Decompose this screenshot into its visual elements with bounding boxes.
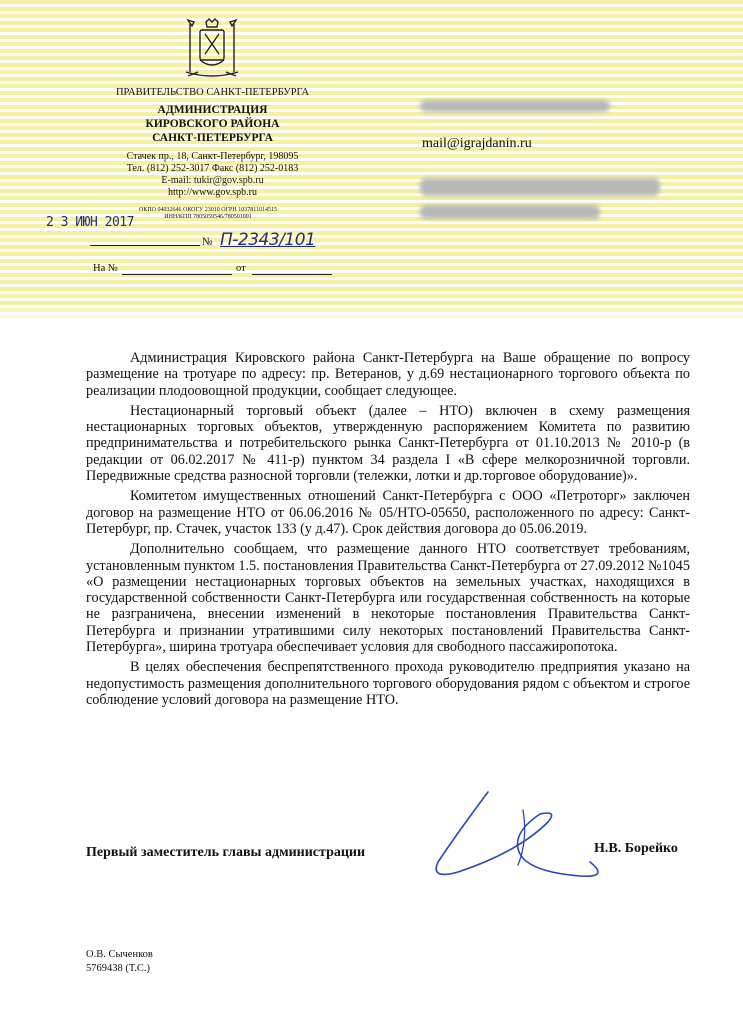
executor-name: О.В. Сыченков [86,949,153,960]
body-paragraph: Администрация Кировского района Санкт-Петербурга на Ваше обращение по вопросу размещение на тротуаре по адресу: пр. Ветеранов, у д.69 нестационарного торгового объекта по реализации плодоовощной продукции, сообщает следующее. [86,350,690,399]
executor-phone: 5769438 (Т.С.) [86,963,150,974]
reference-from-label: от [236,263,246,274]
reference-date-line [252,274,332,275]
body-paragraph: В целях обеспечения беспрепятственного прохода руководителю предприятия указано на недопустимость размещения дополнительного торгового оборудования рядом с объектом и строгое соблюдение условий договора на размещение НТО. [86,659,690,708]
signatory-name: Н.В. Борейко [594,841,678,856]
executor-info [86,948,153,976]
recipient-email: mail@igrajdanin.ru [422,136,532,151]
reg-number-handwritten: П-2343/101 [220,230,316,250]
reference-number-line [122,274,232,275]
date-underline [90,245,200,246]
administration-name [90,103,335,145]
administration-line: САНКТ-ПЕТЕРБУРГА [152,132,273,144]
body-paragraph: Дополнительно сообщаем, что размещение данного НТО соответствует требованиям, установленным пунктом 1.5. постановления Правительства Санкт-Петербурга от 27.09.2012 №1045 «О размещении нестационарных торговых объектов на земельных участках, находящихся в государственной собственности Санкт-Петербурга или государственная собственность на которые не разграничена, внесении изменений в некоторые постановления Правительства Санкт-Петербурга и признании утратившими силу некоторых постановлений Правительства Санкт-Петербурга», ширина тротуара обеспечивает условия для свободного пассажиропотока. [86,541,690,656]
codes-line: ИНН/КПП 7805059546/780501001 [164,214,252,220]
phone-fax-line: Тел. (812) 252-3017 Факс (812) 252-0183 [126,163,299,174]
administration-line: КИРОВСКОГО РАЙОНА [145,118,280,130]
date-stamp: 2 3 ИЮН 2017 [46,215,134,230]
signatory-title: Первый заместитель главы администрации [86,845,366,860]
redacted-recipient-address [420,205,600,219]
handwritten-signature [428,780,648,900]
redacted-recipient-name [420,100,610,112]
letterhead-address [90,151,335,199]
body-paragraph: Нестационарный торговый объект (далее – НТО) включен в схему размещения нестационарных торговых объектов, утвержденную распоряжением Комитета по развитию предпринимательства и потребительского рынка Санкт-Петербурга от 01.10.2013 № 2010-р (в редакции от 06.02.2017 № 411-р) пунктом 34 раздела I «В сфере мелкорозничной торговли. Передвижные средства разносной торговли (тележки, лотки и др.торговое оборудование)». [86,402,690,485]
reg-number-label: № [202,236,213,248]
website-line: http://www.gov.spb.ru [168,187,257,198]
codes-line: ОКПО 04032646 ОКОГУ 23010 ОГРН 1037811014515 [139,207,277,213]
address-line: Стачек пр., 18, Санкт-Петербург, 198095 [126,151,299,162]
body-paragraph: Комитетом имущественных отношений Санкт-Петербурга с ООО «Петроторг» заключен договор на размещение НТО от 06.06.2016 № 05/НТО-05650, расположенного по адресу: Санкт-Петербург, пр. Стачек, участок 133 (у д.47). Срок действия договора до 05.06.2019. [86,488,690,537]
coat-of-arms-emblem [180,16,244,84]
administration-line: АДМИНИСТРАЦИЯ [157,104,268,116]
letter-body [86,350,690,708]
email-line: E-mail: tukir@gov.spb.ru [161,175,264,186]
reference-label: На № [93,263,118,274]
government-name: ПРАВИТЕЛЬСТВО САНКТ-ПЕТЕРБУРГА [115,87,310,98]
redacted-recipient-address [420,178,660,196]
